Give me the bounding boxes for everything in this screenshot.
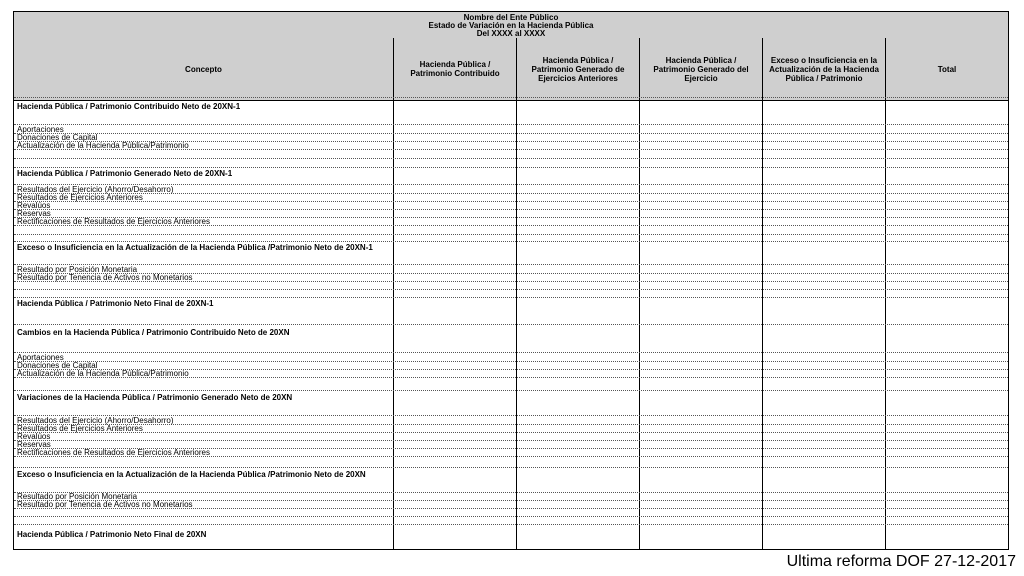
row-separator	[14, 158, 1008, 159]
column-header-row	[14, 38, 1008, 101]
row-separator	[14, 289, 1008, 290]
concept-row: Revalúos	[17, 201, 51, 210]
concept-row: Donaciones de Capital	[17, 361, 98, 370]
section-heading-row: Hacienda Pública / Patrimonio Neto Final de 20XN-1	[17, 299, 214, 308]
row-separator	[14, 324, 1008, 325]
section-heading-row: Exceso o Insuficiencia en la Actualización de la Hacienda Pública /Patrimonio Neto de 20XN-1	[17, 243, 373, 252]
concept-row: Resultado por Posición Monetaria	[17, 265, 138, 274]
concept-row: Resultado por Tenencia de Activos no Monetarios	[17, 273, 193, 282]
row-separator	[14, 97, 1008, 98]
col-header-exceso: Exceso o Insuficiencia en la Actualización de la Hacienda Pública / Patrimonio	[763, 38, 886, 100]
section-heading-row: Cambios en la Hacienda Pública / Patrimonio Contribuido Neto de 20XN	[17, 328, 290, 337]
section-heading-row: Variaciones de la Hacienda Pública / Patrimonio Generado Neto de 20XN	[17, 393, 293, 402]
section-heading-row: Exceso o Insuficiencia en la Actualización de la Hacienda Pública /Patrimonio Neto de 20XN	[17, 470, 366, 479]
row-separator	[14, 516, 1008, 517]
column-divider	[639, 101, 640, 549]
column-divider	[516, 101, 517, 549]
concept-row: Reservas	[17, 440, 51, 449]
concept-row: Revalúos	[17, 432, 51, 441]
row-separator	[14, 124, 1008, 125]
concept-row: Actualización de la Hacienda Pública/Patrimonio	[17, 141, 189, 150]
concept-row: Actualización de la Hacienda Pública/Patrimonio	[17, 369, 189, 378]
concept-row: Donaciones de Capital	[17, 133, 98, 142]
section-heading-row: Hacienda Pública / Patrimonio Generado Neto de 20XN-1	[17, 169, 233, 178]
concept-row: Resultados de Ejercicios Anteriores	[17, 193, 143, 202]
col-header-ejercicios-anteriores: Hacienda Pública / Patrimonio Generado de Ejercicios Anteriores	[517, 38, 640, 100]
concept-row: Resultados de Ejercicios Anteriores	[17, 424, 143, 433]
concept-row: Resultados del Ejercicio (Ahorro/Desahorro)	[17, 416, 174, 425]
period: Del XXXX al XXXX	[476, 29, 546, 38]
title-band	[14, 12, 1008, 39]
row-separator	[14, 167, 1008, 168]
concept-row: Rectificaciones de Resultados de Ejercicios Anteriores	[17, 217, 210, 226]
concept-row: Resultados del Ejercicio (Ahorro/Desahorro)	[17, 185, 174, 194]
section-heading-row: Hacienda Pública / Patrimonio Neto Final de 20XN	[17, 530, 207, 539]
entity-name: Nombre del Ente Público	[463, 13, 559, 22]
row-separator	[14, 352, 1008, 353]
col-header-contribuido: Hacienda Pública / Patrimonio Contribuido	[394, 38, 517, 100]
concept-row: Aportaciones	[17, 353, 64, 362]
concept-row: Resultado por Posición Monetaria	[17, 492, 138, 501]
section-heading-row: Hacienda Pública / Patrimonio Contribuido Neto de 20XN-1	[17, 102, 241, 111]
concept-row: Aportaciones	[17, 125, 64, 134]
concept-row: Reservas	[17, 209, 51, 218]
column-divider	[885, 101, 886, 549]
footer-note: Ultima reforma DOF 27-12-2017	[786, 553, 1016, 570]
col-header-concepto: Concepto	[14, 38, 394, 100]
row-separator	[14, 467, 1008, 468]
row-separator	[14, 390, 1008, 391]
concept-row: Rectificaciones de Resultados de Ejercicios Anteriores	[17, 448, 210, 457]
statement-title: Estado de Variación en la Hacienda Pública	[428, 21, 594, 30]
row-separator	[14, 524, 1008, 525]
col-header-total: Total	[937, 64, 957, 74]
col-header-ejercicio: Hacienda Pública / Patrimonio Generado del Ejercicio	[640, 38, 763, 100]
row-separator	[14, 241, 1008, 242]
concept-row: Resultado por Tenencia de Activos no Monetarios	[17, 500, 193, 509]
row-separator	[14, 264, 1008, 265]
statement-table	[13, 11, 1009, 550]
row-separator	[14, 234, 1008, 235]
row-separator	[14, 297, 1008, 298]
column-divider	[762, 101, 763, 549]
